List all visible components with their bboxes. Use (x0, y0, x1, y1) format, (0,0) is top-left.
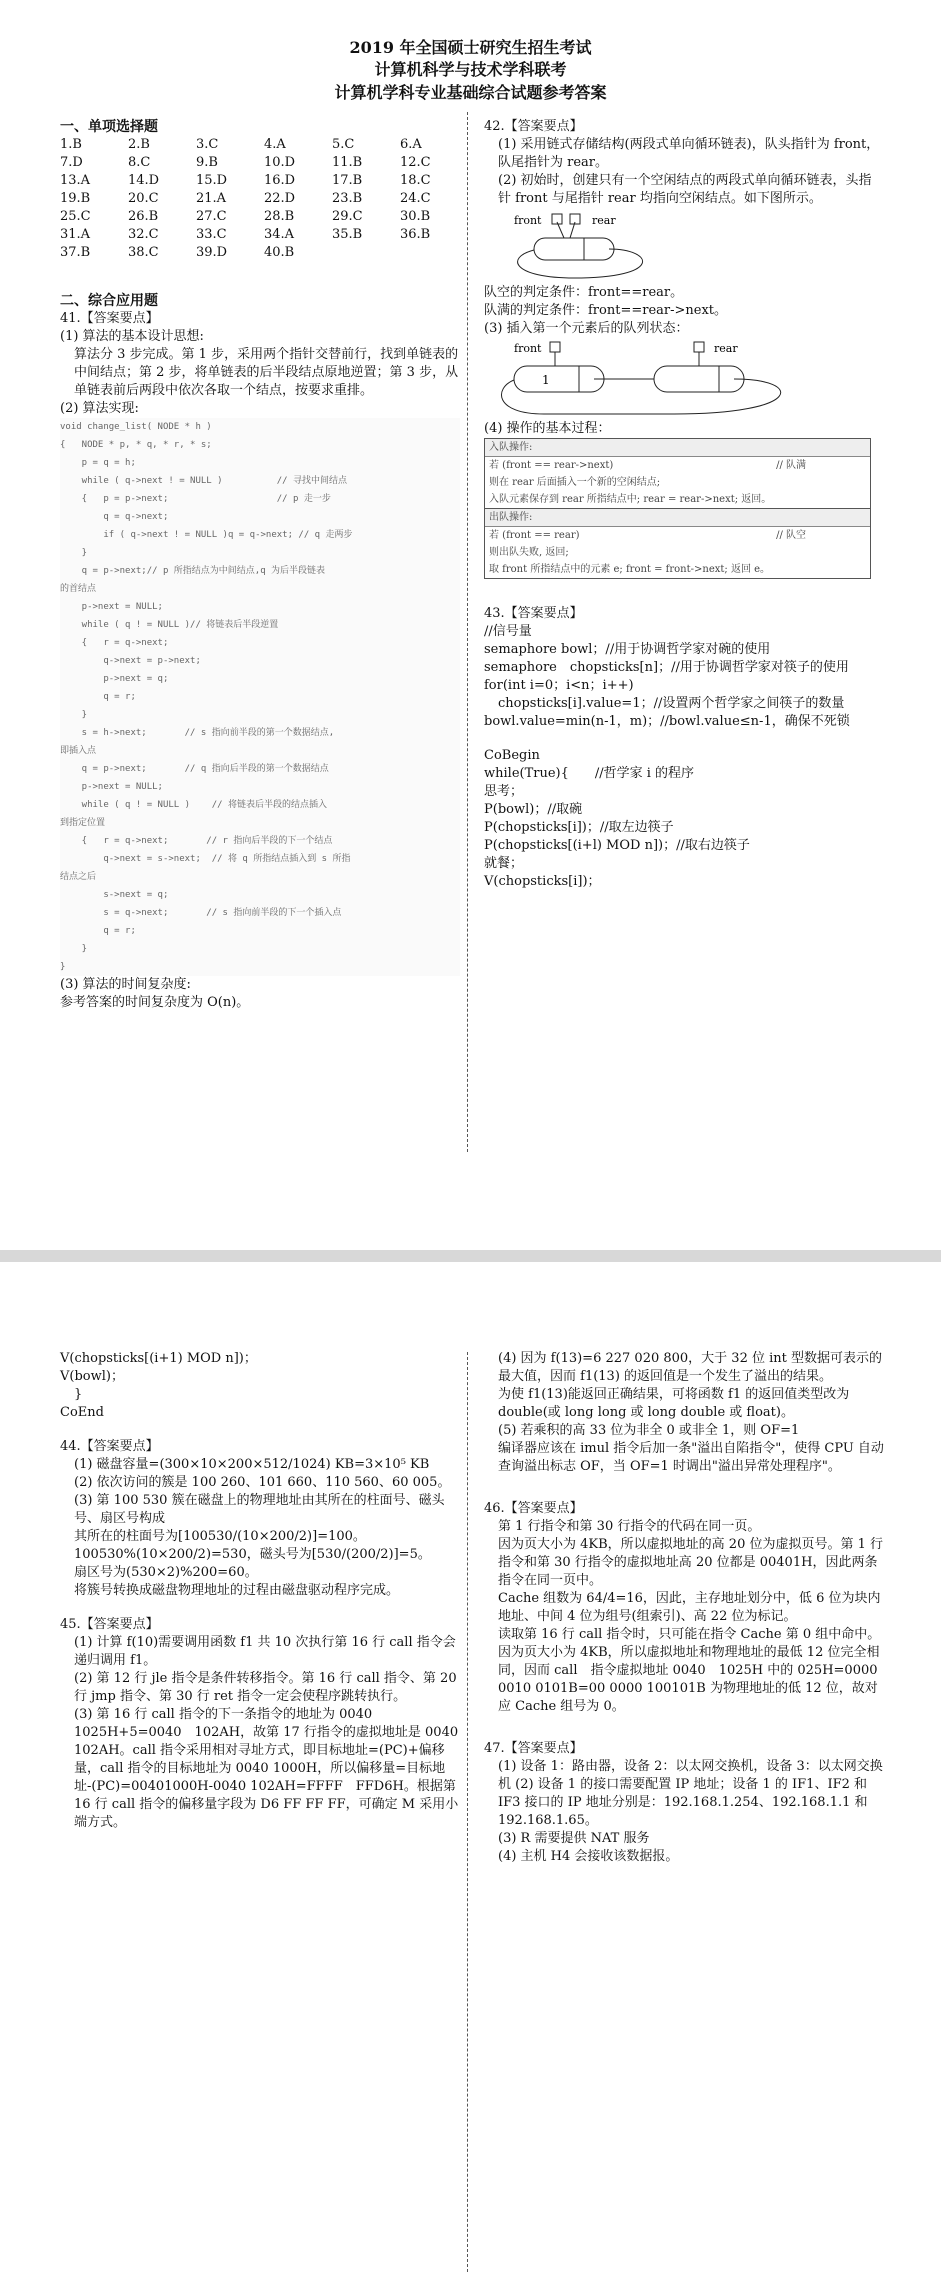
fig1-front-label: front (514, 214, 542, 227)
q42-part4: (4) 操作的基本过程： (484, 421, 611, 436)
code-line: if ( q->next ! = NULL )q = q->next; // q 走两步 (60, 530, 353, 540)
page-2 (0, 1262, 941, 2293)
q43-cont-line2: V(bowl)； (60, 1369, 124, 1384)
q44-part7: 将簇号转换成磁盘物理地址的过程由磁盘驱动程序完成。 (74, 1583, 400, 1598)
q43-line4: for(int i=0；i<n；i++) (484, 678, 634, 693)
choice-answers-grid (60, 136, 460, 262)
q43-line14: V(chopsticks[i])； (484, 874, 601, 889)
q41-part1-text: 算法分 3 步完成。第 1 步，采用两个指针交替前行，找到单链表的中间结点；第 2 步，将单链表的后半段结点原地逆置；第 3 步，从单链表前后两段中依次各取一个结点，按要求重排。 (74, 347, 459, 398)
q42-empty-condition: 队空的判定条件：front==rear。 (484, 285, 684, 300)
q41-code-block (60, 418, 460, 976)
q41-part2-title: (2) 算法实现: (60, 401, 139, 416)
q45-part5: 为使 f1(13)能返回正确结果，可将函数 f1 的返回值类型改为 double(或 long long 或 long double 或 float)。 (498, 1387, 850, 1420)
code-line: { r = q->next; (60, 638, 169, 648)
circular-link (518, 249, 643, 278)
choice-answer: 9.B (196, 155, 218, 170)
dequeue-line1-comment: // 队空 (776, 530, 806, 541)
q45-part2: (2) 第 12 行 jle 指令是条件转移指令。第 16 行 call 指令、第 20 行 jmp 指令、第 30 行 ret 指令一定会使程序跳转执行。 (74, 1671, 457, 1704)
choice-answer: 13.A (60, 173, 91, 188)
code-line: void change_list( NODE * h ) (60, 422, 212, 432)
q47-part2: (3) R 需要提供 NAT 服务 (498, 1831, 650, 1846)
q43-line13: 就餐； (484, 856, 524, 871)
code-line: } (60, 962, 66, 972)
dequeue-line1: 若 (front == rear) (489, 530, 580, 541)
page-separator (0, 1250, 941, 1262)
q46-heading: 46.【答案要点】 (484, 1501, 583, 1516)
choice-answer: 24.C (400, 191, 431, 206)
choice-answer: 39.D (196, 245, 228, 260)
q43-line7: CoBegin (484, 748, 540, 763)
code-line: while ( q ! = NULL )// 将链表后半段逆置 (60, 620, 279, 630)
queue-after-insert-diagram (484, 338, 864, 420)
q43-cont-line3: } (74, 1387, 83, 1402)
choice-answer: 19.B (60, 191, 91, 206)
choice-answer: 3.C (196, 137, 219, 152)
fig2-front-box (550, 342, 560, 352)
fig2-rear-label: rear (714, 342, 738, 355)
code-line: s = h->next; // s 指向前半段的第一个数据结点, (60, 728, 335, 738)
q47-heading: 47.【答案要点】 (484, 1741, 583, 1756)
node-1-value: 1 (542, 373, 550, 387)
q43-line9: 思考； (484, 784, 524, 799)
choice-answer: 27.C (196, 209, 227, 224)
choice-answer: 12.C (400, 155, 431, 170)
code-line: q->next = s->next; // 将 q 所指结点插入到 s 所指 (60, 854, 351, 864)
q43-cont-line4: CoEnd (60, 1405, 104, 1420)
choice-answer: 32.C (128, 227, 159, 242)
q43-line3: semaphore chopsticks[n]；//用于协调哲学家对筷子的使用 (484, 660, 849, 675)
q44-part6: 扇区号为(530×2)%200=60。 (74, 1565, 258, 1580)
section2-heading: 二、综合应用题 (60, 293, 158, 309)
q43-line1: //信号量 (484, 624, 532, 639)
q44-part3: (3) 第 100 530 簇在磁盘上的物理地址由其所在的柱面号、磁头号、扇区号构成 (74, 1493, 445, 1526)
dequeue-line3: 取 front 所指结点中的元素 e; front = front->next; 返回 e。 (489, 564, 771, 575)
code-line: p = q = h; (60, 458, 136, 468)
code-line: s = q->next; // s 指向前半段的下一个插入点 (60, 908, 342, 918)
choice-answer: 16.D (264, 173, 296, 188)
enqueue-line1: 若 (front == rear->next) (489, 460, 614, 471)
q44-part4: 其所在的柱面号为[100530/(10×200/2)]=100。 (74, 1529, 366, 1544)
q45-part6: (5) 若乘积的高 33 位为非全 0 或非全 1，则 OF=1 (498, 1423, 800, 1438)
exam-title-line3: 计算机学科专业基础综合试题参考答案 (334, 83, 607, 102)
q41-part3-title: (3) 算法的时间复杂度: (60, 977, 191, 992)
code-line: } (60, 944, 88, 954)
choice-answer: 2.B (128, 137, 150, 152)
enqueue-heading: 入队操作: (485, 439, 870, 457)
choice-answer: 25.C (60, 209, 91, 224)
code-line: { r = q->next; // r 指向后半段的下一个结点 (60, 836, 333, 846)
choice-answer: 34.A (264, 227, 295, 242)
choice-answer: 5.C (332, 137, 355, 152)
q41-heading: 41.【答案要点】 (60, 311, 159, 326)
choice-answer: 7.D (60, 155, 83, 170)
q44-heading: 44.【答案要点】 (60, 1439, 159, 1454)
q46-part1: 第 1 行指令和第 30 行指令的代码在同一页。 (498, 1519, 761, 1534)
left-column-p1 (60, 118, 460, 1012)
section1-heading: 一、单项选择题 (60, 119, 158, 135)
code-line: 结点之后 (60, 872, 97, 882)
choice-answer: 20.C (128, 191, 159, 206)
code-line: 到指定位置 (60, 818, 106, 828)
q41-part1-title: (1) 算法的基本设计思想: (60, 329, 204, 344)
choice-answer: 26.B (128, 209, 159, 224)
q42-full-condition: 队满的判定条件：front==rear->next。 (484, 303, 728, 318)
q42-part1: (1) 采用链式存储结构(两段式单向循环链表)，队头指针为 front，队尾指针为 rear。 (498, 137, 880, 170)
choice-answer: 11.B (332, 155, 363, 170)
q44-part1: (1) 磁盘容量=(300×10×200×512/1024) KB=3×10⁵ KB (74, 1457, 430, 1472)
code-line: } (60, 548, 88, 558)
choice-answer: 14.D (128, 173, 160, 188)
dequeue-line2: 则出队失败, 返回; (489, 547, 569, 558)
fig1-rear-label: rear (592, 214, 616, 227)
choice-answer: 10.D (264, 155, 296, 170)
q43-line12: P(chopsticks[(i+l) MOD n])；//取右边筷子 (484, 838, 750, 853)
code-line: { NODE * p, * q, * r, * s; (60, 440, 212, 450)
exam-title-line1: 2019 年全国硕士研究生招生考试 (349, 38, 592, 57)
column-divider (467, 112, 468, 1152)
q43-line5: chopsticks[i].value=1；//设置两个哲学家之间筷子的数量 (498, 696, 845, 711)
q44-part5: 100530%(10×200/2)=530，磁头号为[530/(200/2)]=5。 (74, 1547, 431, 1562)
enqueue-line3: 入队元素保存到 rear 所指结点中; rear = rear->next; 返回。 (489, 494, 772, 505)
choice-answer: 38.C (128, 245, 159, 260)
q45-heading: 45.【答案要点】 (60, 1617, 159, 1632)
code-line: q = p->next; // q 指向后半段的第一个数据结点 (60, 764, 329, 774)
q42-heading: 42.【答案要点】 (484, 119, 583, 134)
q42-part2: (2) 初始时，创建只有一个空闲结点的两段式单向循环链表，头指针 front 与尾指针 rear 均指向空闲结点。如下图所示。 (498, 173, 872, 206)
code-line: 即插入点 (60, 746, 97, 756)
code-line: while ( q->next ! = NULL ) // 寻找中间结点 (60, 476, 347, 486)
code-line: q->next = p->next; (60, 656, 201, 666)
fig2-front-label: front (514, 342, 542, 355)
choice-answer: 40.B (264, 245, 295, 260)
q43-line2: semaphore bowl；//用于协调哲学家对碗的使用 (484, 642, 771, 657)
code-line: s->next = q; (60, 890, 169, 900)
right-column-p2 (484, 1350, 884, 1866)
code-line: while ( q ! = NULL ) // 将链表后半段的结点插入 (60, 800, 327, 810)
node-2 (654, 366, 744, 392)
q42-part3: (3) 插入第一个元素后的队列状态： (484, 321, 689, 336)
dequeue-heading: 出队操作: (485, 509, 870, 527)
q43-cont-line1: V(chopsticks[(i+1) MOD n])； (60, 1351, 257, 1366)
code-line: p->next = NULL; (60, 782, 163, 792)
code-line: } (60, 710, 88, 720)
column-divider-p2 (467, 1352, 468, 2272)
enqueue-line2: 则在 rear 后面插入一个新的空闲结点; (489, 477, 661, 488)
q45-part7: 编译器应该在 imul 指令后加一条"溢出自陷指令"，使得 CPU 自动查询溢出标志 OF，当 OF=1 时调出"溢出异常处理程序"。 (498, 1441, 884, 1474)
choice-answer: 18.C (400, 173, 431, 188)
choice-answer: 6.A (400, 137, 422, 152)
choice-answer: 30.B (400, 209, 431, 224)
code-line: p->next = NULL; (60, 602, 163, 612)
exam-title-line2: 计算机科学与技术学科联考 (374, 60, 567, 79)
node-1 (514, 366, 604, 392)
choice-answer: 37.B (60, 245, 91, 260)
choice-answer: 8.C (128, 155, 151, 170)
choice-answer: 35.B (332, 227, 363, 242)
choice-answer: 17.B (332, 173, 363, 188)
q43-line10: P(bowl)；//取碗 (484, 802, 583, 817)
choice-answer: 15.D (196, 173, 228, 188)
q47-part1: (1) 设备 1：路由器，设备 2：以太网交换机，设备 3：以太网交换机 (2) 设备 1 的接口需要配置 IP 地址；设备 1 的 IF1、IF2 和 IF3 接口的 IP 地址分别是：192.168.1.254、192.168.1.1 和 192.168.1.65。 (498, 1759, 883, 1828)
dequeue-box (484, 509, 871, 579)
enqueue-line1-comment: // 队满 (776, 460, 806, 471)
q43-heading: 43.【答案要点】 (484, 606, 583, 621)
q45-part4: (4) 因为 f(13)=6 227 020 800，大于 32 位 int 型数据可表示的最大值，因而 f1(13) 的返回值是一个发生了溢出的结果。 (498, 1351, 883, 1384)
q43-line8: while(True){ //哲学家 i 的程序 (484, 766, 695, 781)
code-line: q = r; (60, 692, 136, 702)
q47-part3: (4) 主机 H4 会接收该数据报。 (498, 1849, 679, 1864)
code-line: q = q->next; (60, 512, 169, 522)
code-line: { p = p->next; // p 走一步 (60, 494, 331, 504)
q46-part3: Cache 组数为 64/4=16，因此，主存地址划分中，低 6 位为块内地址、中间 4 位为组号(组索引)、高 22 位为标记。 (498, 1591, 881, 1624)
empty-queue-diagram (494, 208, 694, 284)
idle-node (534, 238, 614, 260)
choice-answer: 4.A (264, 137, 286, 152)
q45-part1: (1) 计算 f(10)需要调用函数 f1 共 10 次执行第 16 行 call 指令会递归调用 f1。 (74, 1635, 456, 1668)
q46-part5: 因为页大小为 4KB，所以虚拟地址和物理地址的最低 12 位完全相同，因而 call 指令虚拟地址 0040 1025H 中的 025H=0000 0010 0101B=00 0000 100101B 为物理地址的低 12 位，故对应 Cache 组号为 0。 (498, 1645, 880, 1714)
choice-answer: 22.D (264, 191, 296, 206)
q43-line6: bowl.value=min(n-1，m)；//bowl.value≤n-1，确保不死锁 (484, 714, 850, 729)
left-column-p2 (60, 1350, 472, 1832)
q44-part2: (2) 依次访问的簇是 100 260、101 660、110 560、60 005。 (74, 1475, 451, 1490)
choice-answer: 28.B (264, 209, 295, 224)
enqueue-box (484, 438, 871, 509)
choice-answer: 21.A (196, 191, 227, 206)
q46-part2: 因为页大小为 4KB，所以虚拟地址的高 20 位为虚拟页号。第 1 行指令和第 30 行指令的虚拟地址高 20 位都是 00401H，因此两条指令在同一页中。 (498, 1537, 884, 1588)
choice-answer: 23.B (332, 191, 363, 206)
q46-part4: 读取第 16 行 call 指令时，只可能在指令 Cache 第 0 组中命中。 (498, 1627, 881, 1642)
code-line: q = p->next;// p 所指结点为中间结点,q 为后半段链表 (60, 566, 326, 576)
q43-line11: P(chopsticks[i])；//取左边筷子 (484, 820, 674, 835)
code-line: q = r; (60, 926, 136, 936)
q41-part3-text: 参考答案的时间复杂度为 O(n)。 (60, 995, 250, 1010)
choice-answer: 29.C (332, 209, 363, 224)
code-line: 的首结点 (60, 584, 97, 594)
fig2-rear-box (694, 342, 704, 352)
q45-part3: (3) 第 16 行 call 指令的下一条指令的地址为 0040 1025H+5=0040 102AH，故第 17 行指令的虚拟地址是 0040 102AH。call 指令采用相对寻址方式，即目标地址=(PC)+偏移量，call 指令的目标地址为 0040 1000H，所以偏移量=目标地址-(PC)=00401000H-0040 102AH=FFFF FFD6H。根据第 16 行 call 指令的偏移量字段为 D6 FF FF FF，可确定 M 采用小端方式。 (74, 1707, 472, 1830)
code-line: p->next = q; (60, 674, 169, 684)
choice-answer: 33.C (196, 227, 227, 242)
choice-answer: 31.A (60, 227, 91, 242)
choice-answer: 36.B (400, 227, 431, 242)
right-column-p1 (484, 118, 884, 891)
choice-answer: 1.B (60, 137, 82, 152)
